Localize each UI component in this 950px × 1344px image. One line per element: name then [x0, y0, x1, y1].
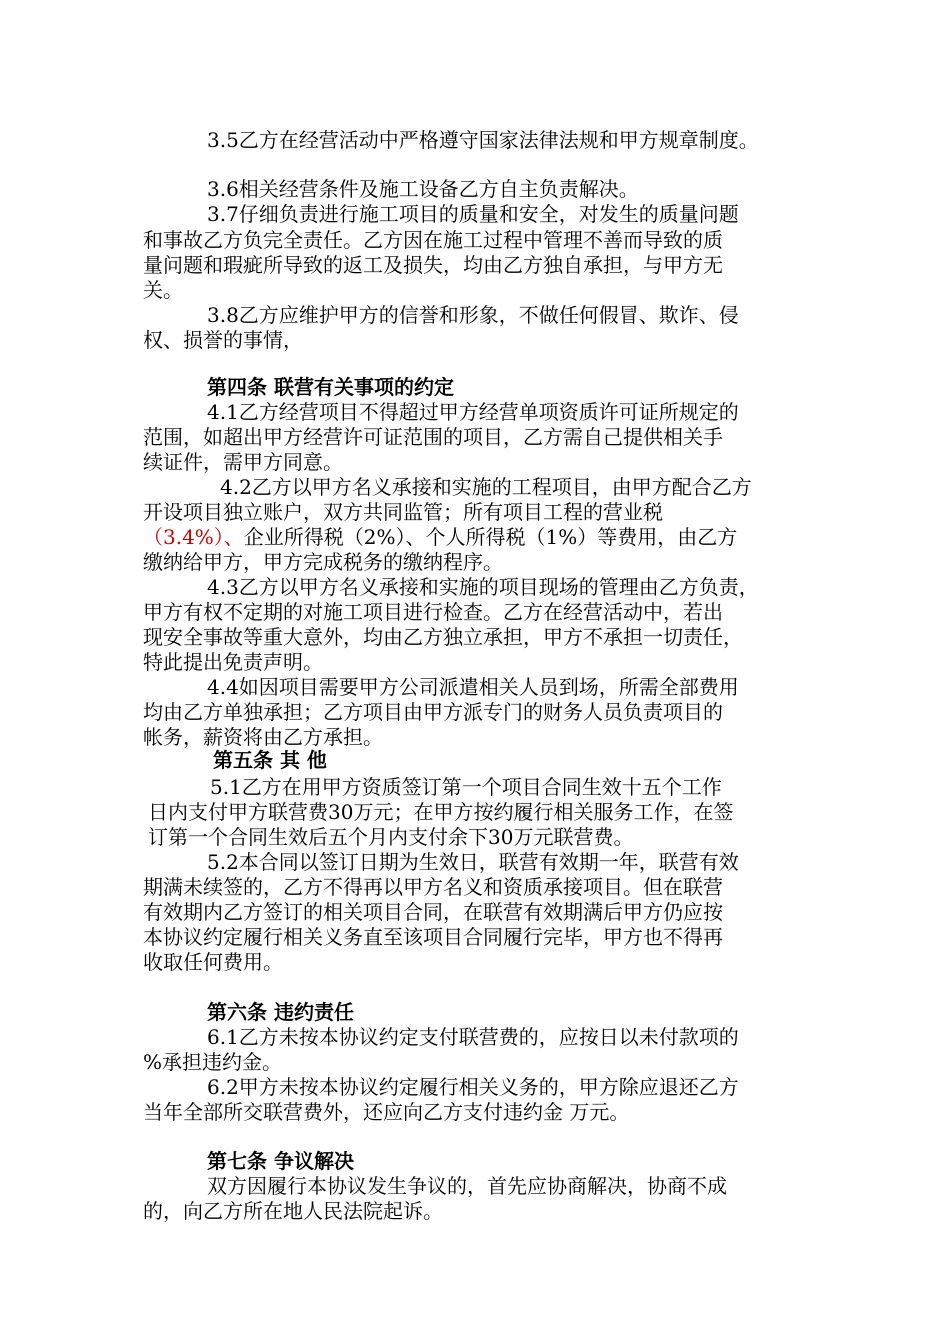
clause-6-1-line-1: 6.1乙方未按本协议约定支付联营费的，应按日以未付款项的 [207, 1025, 739, 1049]
clause-3-6: 3.6相关经营条件及施工设备乙方自主负责解决。 [207, 177, 639, 201]
article-7-line-1: 双方因履行本协议发生争议的，首先应协商解决，协商不成 [207, 1174, 727, 1198]
clause-3-7-line-2: 和事故乙方负完全责任。乙方因在施工过程中管理不善而导致的质 [143, 228, 723, 252]
clause-3-7-line-4: 关。 [143, 278, 183, 302]
article-5-heading: 第五条 其 他 [213, 748, 327, 772]
clause-4-3-line-2: 甲方有权不定期的对施工项目进行检查。乙方在经营活动中，若出 [143, 600, 723, 624]
clause-5-2-line-3: 有效期内乙方签订的相关项目合同，在联营有效期满后甲方仍应按 [143, 900, 723, 924]
clause-3-5: 3.5乙方在经营活动中严格遵守国家法律法规和甲方规章制度。 [207, 128, 759, 152]
clause-6-1-line-2: %承担违约金。 [143, 1050, 283, 1074]
article-6-heading: 第六条 违约责任 [207, 1000, 354, 1024]
clause-4-2-line-3-rest: 企业所得税（2%）、个人所得税（1%）等费用，由乙方 [243, 525, 738, 549]
clause-4-4-line-1: 4.4如因项目需要甲方公司派遣相关人员到场，所需全部费用 [207, 675, 739, 699]
clause-4-1-line-3: 续证件，需甲方同意。 [143, 450, 343, 474]
clause-4-2-line-4: 缴纳给甲方，甲方完成税务的缴纳程序。 [143, 550, 503, 574]
clause-3-8-line-2: 权、损誉的事情， [143, 328, 303, 352]
clause-3-7-line-3: 量问题和瑕疵所导致的返工及损失，均由乙方独自承担，与甲方无 [143, 253, 723, 277]
clause-3-7-line-1: 3.7仔细负责进行施工项目的质量和安全，对发生的质量问题 [207, 202, 739, 226]
clause-5-1-line-3: 订第一个合同生效后五个月内支付余下30万元联营费。 [148, 825, 634, 849]
clause-3-8-line-1: 3.8乙方应维护甲方的信誉和形象，不做任何假冒、欺诈、侵 [207, 303, 739, 327]
clause-4-3-line-4: 特此提出免责声明。 [143, 650, 323, 674]
clause-5-2-line-4: 本协议约定履行相关义务直至该项目合同履行完毕，甲方也不得再 [143, 925, 723, 949]
clause-6-2-line-2: 当年全部所交联营费外，还应向乙方支付违约金 万元。 [143, 1100, 630, 1124]
clause-4-2-line-2: 开设项目独立账户，双方共同监管；所有项目工程的营业税 [143, 500, 663, 524]
clause-5-2-line-5: 收取任何费用。 [143, 950, 283, 974]
clause-6-2-line-1: 6.2甲方未按本协议约定履行相关义务的，甲方除应退还乙方 [207, 1075, 739, 1099]
clause-5-2-line-1: 5.2本合同以签订日期为生效日，联营有效期一年，联营有效 [207, 850, 739, 874]
clause-5-2-line-2: 期满未续签的，乙方不得再以甲方名义和资质承接项目。但在联营 [143, 875, 723, 899]
clause-4-4-line-2: 均由乙方单独承担；乙方项目由甲方派专门的财务人员负责项目的 [143, 700, 723, 724]
clause-4-2-line-3 [143, 524, 737, 550]
business-tax-rate: （3.4%）、 [143, 525, 244, 549]
article-7-heading: 第七条 争议解决 [207, 1149, 354, 1173]
clause-4-1-line-1: 4.1乙方经营项目不得超过甲方经营单项资质许可证所规定的 [207, 400, 739, 424]
article-7-line-2: 的，向乙方所在地人民法院起诉。 [143, 1199, 443, 1223]
clause-4-4-line-3: 帐务，薪资将由乙方承担。 [143, 725, 383, 749]
clause-4-2-line-1: 4.2乙方以甲方名义承接和实施的工程项目，由甲方配合乙方 [220, 475, 752, 499]
clause-5-1-line-1: 5.1乙方在用甲方资质签订第一个项目合同生效十五个工作 [210, 775, 722, 799]
article-4-heading: 第四条 联营有关事项的约定 [207, 375, 454, 399]
clause-4-3-line-1: 4.3乙方以甲方名义承接和实施的项目现场的管理由乙方负责， [207, 575, 759, 599]
clause-5-1-line-2: 日内支付甲方联营费30万元；在甲方按约履行相关服务工作，在签 [148, 800, 734, 824]
clause-4-1-line-2: 范围，如超出甲方经营许可证范围的项目，乙方需自己提供相关手 [143, 425, 723, 449]
clause-4-3-line-3: 现安全事故等重大意外，均由乙方独立承担，甲方不承担一切责任， [143, 625, 743, 649]
